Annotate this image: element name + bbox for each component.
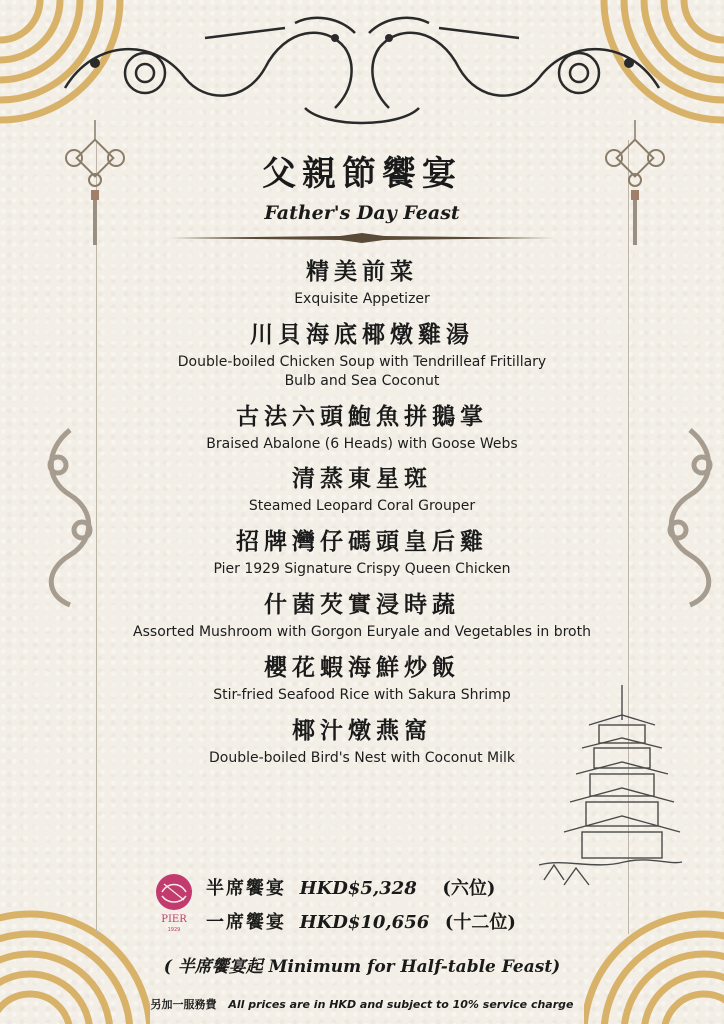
course-name-chinese: 精美前菜 (306, 258, 418, 285)
svg-text:PIER: PIER (161, 914, 187, 925)
course-name-chinese: 古法六頭鮑魚拼鵝掌 (236, 403, 488, 430)
course-item (0, 399, 724, 454)
course-name-chinese: 椰汁燉燕窩 (292, 717, 432, 744)
service-charge-note (0, 996, 724, 1012)
course-item (0, 650, 724, 705)
price-persons-full: (十二位) (444, 912, 516, 933)
price-value-full: HKD$10,656 (299, 912, 430, 933)
course-name-english: Assorted Mushroom with Gorgon Euryale and Vegetables in broth (133, 624, 591, 640)
course-item (0, 524, 724, 579)
course-name-english: Exquisite Appetizer (294, 291, 430, 307)
course-item (0, 587, 724, 642)
course-name-english: Steamed Leopard Coral Grouper (248, 498, 476, 514)
service-charge-chinese: 另加一服務費 (150, 998, 217, 1011)
course-name-english-line2: Bulb and Sea Coconut (284, 373, 440, 389)
course-item (0, 461, 724, 516)
course-name-chinese: 招牌灣仔碼頭皇后雞 (236, 528, 488, 555)
course-item (0, 317, 724, 391)
menu-title-english: Father's Day Feast (264, 202, 460, 224)
course-item (0, 713, 724, 768)
course-name-chinese: 什菌芡實浸時蔬 (264, 591, 460, 618)
course-name-english: Pier 1929 Signature Crispy Queen Chicken (213, 561, 511, 577)
course-name-chinese: 櫻花蝦海鮮炒飯 (264, 654, 460, 681)
course-name-english: Double-boiled Chicken Soup with Tendrilleaf Fritillary (177, 354, 547, 370)
title-divider (170, 233, 554, 243)
price-label-full: 一席饗宴 (206, 912, 286, 933)
menu-title-chinese: 父親節饗宴 (262, 154, 462, 194)
course-name-english: Double-boiled Bird's Nest with Coconut Milk (208, 750, 516, 766)
course-list (0, 254, 724, 768)
price-label-half: 半席饗宴 (206, 878, 286, 899)
price-persons-half: (六位) (442, 878, 496, 899)
service-charge-english: All prices are in HKD and subject to 10% service charge (228, 998, 574, 1011)
minimum-note: ( 半席饗宴起 Minimum for Half-table Feast) (163, 957, 561, 977)
course-name-english: Braised Abalone (6 Heads) with Goose Webs (206, 436, 518, 452)
price-row-half (206, 874, 495, 904)
svg-text:1929: 1929 (167, 927, 181, 933)
dragon-ornament (55, 8, 669, 138)
course-name-english: Stir-fried Seafood Rice with Sakura Shrimp (213, 687, 511, 703)
course-item (0, 254, 724, 309)
course-name-chinese: 清蒸東星斑 (292, 465, 432, 492)
price-value-half: HKD$5,328 (299, 878, 417, 899)
price-row-full (206, 908, 516, 938)
course-name-chinese: 川貝海底椰燉雞湯 (250, 321, 474, 348)
pier-1929-logo (150, 870, 198, 934)
